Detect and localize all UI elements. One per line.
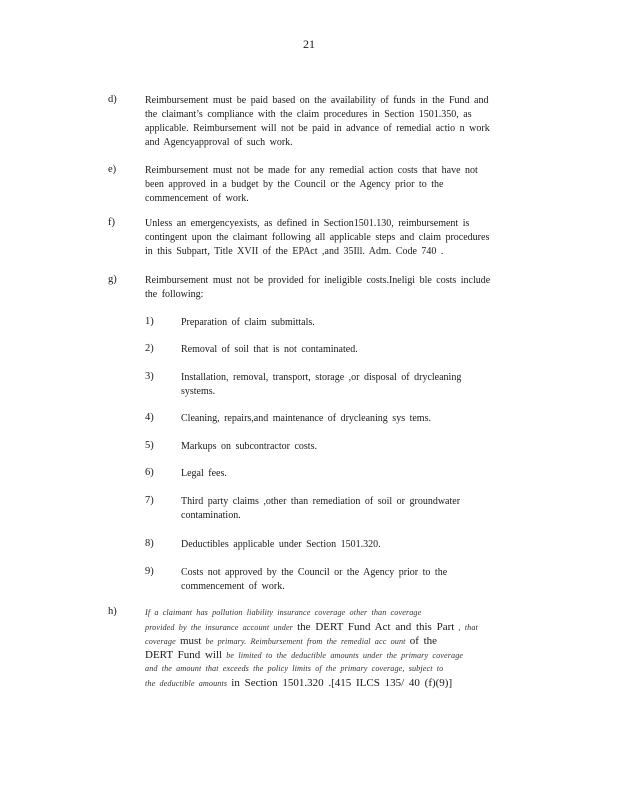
paragraph-line [145,634,538,649]
paragraph-line: commencement of work. [145,193,249,204]
regular-text: DERT Fund will [145,649,223,661]
regular-text: must [179,635,202,647]
italic-text: , that [454,623,478,632]
paragraph-line: Reimbursement must not be made for any remedial action costs that have not [145,165,478,176]
italic-text: the deductible amounts [145,679,232,688]
paragraph-line [145,676,538,691]
paragraph-line: Unless an emergencyexists, as defined in Section1501.130, reimbursement is [145,218,470,229]
italic-text: If a claimant has pollution liability insurance coverage other than coverage [145,608,422,617]
page-number: 21 [303,37,315,51]
paragraph-line: applicable. Reimbursement will not be paid in advance of remedial actio n work [145,123,490,134]
list-item-label: 7) [145,495,154,506]
list-item-label: 3) [145,371,154,382]
list-item-label: 1) [145,316,154,327]
regular-text: in Section 1501.320 .[415 ILCS 135/ 40 (f)(9)] [231,677,453,689]
list-item-line: Preparation of claim submittals. [181,317,315,328]
list-item-label: 9) [145,566,154,577]
paragraph-line [145,606,538,620]
paragraph-line [145,662,538,676]
italic-text: coverage [145,637,180,646]
paragraph-line [145,648,538,663]
paragraph-line [145,620,538,635]
list-item-label: 6) [145,467,154,478]
paragraph-line: Reimbursement must not be provided for ineligible costs.Ineligi ble costs include [145,275,491,286]
list-item-label: 4) [145,412,154,423]
list-item-line: systems. [181,386,216,397]
list-item-label: 5) [145,440,154,451]
list-item-label: 2) [145,343,154,354]
list-item-line: Legal fees. [181,468,227,479]
list-item-line: Costs not approved by the Council or the Agency prior to the [181,567,448,578]
list-item-line: Third party claims ,other than remediation of soil or groundwater [181,496,461,507]
list-item-line: Markups on subcontractor costs. [181,441,317,452]
paragraph-line: the claimant’s compliance with the claim procedures in Section 1501.350, as [145,109,472,120]
list-item-line: commencement of work. [181,581,285,592]
italic-text: and the amount that exceeds the policy limits of the primary coverage, subject to [145,664,444,673]
list-item-line: Cleaning, repairs,and maintenance of drycleaning sys tems. [181,413,431,424]
paragraph-label: g) [108,274,117,285]
list-item-line: Deductibles applicable under Section 1501.320. [181,539,381,550]
regular-text: the DERT Fund Act and this Part [297,621,455,633]
paragraph-label: h) [108,606,117,617]
paragraph-label: f) [108,217,115,228]
paragraph-line: the following: [145,289,204,300]
list-item-line: contamination. [181,510,241,521]
paragraph-line: in this Subpart, Title XVII of the EPAct ,and 35Ill. Adm. Code 740 . [145,246,444,257]
list-item-line: Removal of soil that is not contaminated. [181,344,358,355]
paragraph-label: e) [108,164,117,175]
paragraph-line: been approved in a budget by the Council or the Agency prior to the [145,179,444,190]
regular-text: of the [409,635,438,647]
italic-text: be primary. Reimbursement from the remedial acc ount [201,637,410,646]
list-item-label: 8) [145,538,154,549]
italic-text: be limited to the deductible amounts under the primary coverage [222,651,464,660]
paragraph-line: and Agencyapproval of such work. [145,137,293,148]
italic-text: provided by the insurance account under [145,623,298,632]
paragraph-label: d) [108,94,117,105]
paragraph-line: contingent upon the claimant following all applicable steps and claim procedures [145,232,490,243]
paragraph-line: Reimbursement must be paid based on the availability of funds in the Fund and [145,95,489,106]
list-item-line: Installation, removal, transport, storage ,or disposal of drycleaning [181,372,462,383]
